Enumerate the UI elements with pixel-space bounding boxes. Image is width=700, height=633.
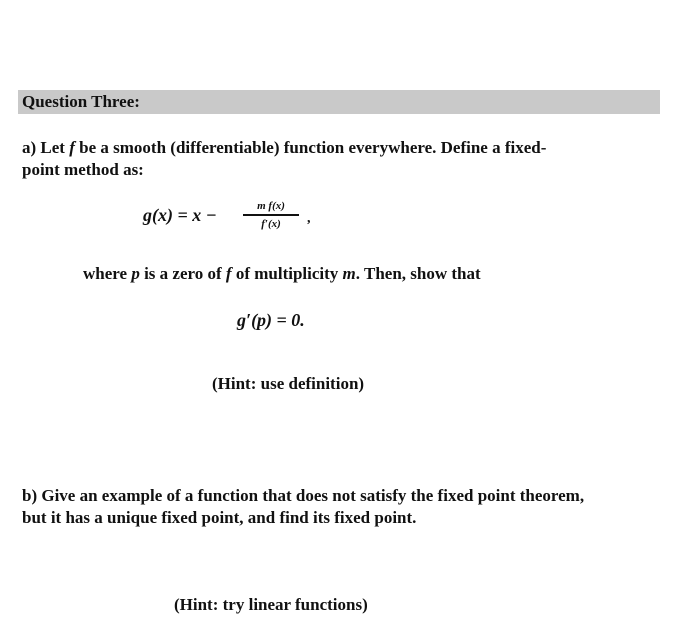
- question-title: Question Three:: [22, 92, 140, 111]
- formula-lhs: g(x) = x −: [143, 205, 217, 225]
- part-b-hint: (Hint: try linear functions): [174, 595, 368, 614]
- part-a-function-symbol: f: [69, 138, 75, 157]
- where-p-symbol: p: [131, 264, 140, 283]
- where-text-1: where: [83, 264, 132, 283]
- where-f-symbol: f: [225, 264, 232, 283]
- where-text-2: is a zero of: [139, 264, 226, 283]
- where-m-symbol: m: [342, 264, 356, 283]
- fraction-bar: [243, 214, 299, 216]
- part-b-line-1: b) Give an example of a function that does not satisfy the fixed point theorem,: [22, 486, 585, 505]
- where-text-3: of multiplicity: [231, 264, 343, 283]
- formula-numerator: m f(x): [257, 200, 285, 212]
- part-a-hint: (Hint: use definition): [212, 374, 365, 393]
- where-text-4: . Then, show that: [355, 264, 481, 283]
- part-a-line-1-rest: be a smooth (differentiable) function everywhere. Define a fixed-: [74, 138, 547, 157]
- part-a-prefix: a) Let: [22, 138, 70, 157]
- formula-fraction: [243, 200, 299, 230]
- part-a-line-2: point method as:: [22, 160, 144, 179]
- part-b-line-2: but it has a unique fixed point, and find its fixed point.: [22, 508, 417, 527]
- part-a-goal: g′(p) = 0.: [237, 310, 305, 330]
- part-a-line-1: [22, 137, 546, 159]
- formula-comma: ,: [307, 211, 311, 226]
- part-a-where-line: [83, 263, 481, 285]
- formula-denominator: f′(x): [261, 217, 281, 230]
